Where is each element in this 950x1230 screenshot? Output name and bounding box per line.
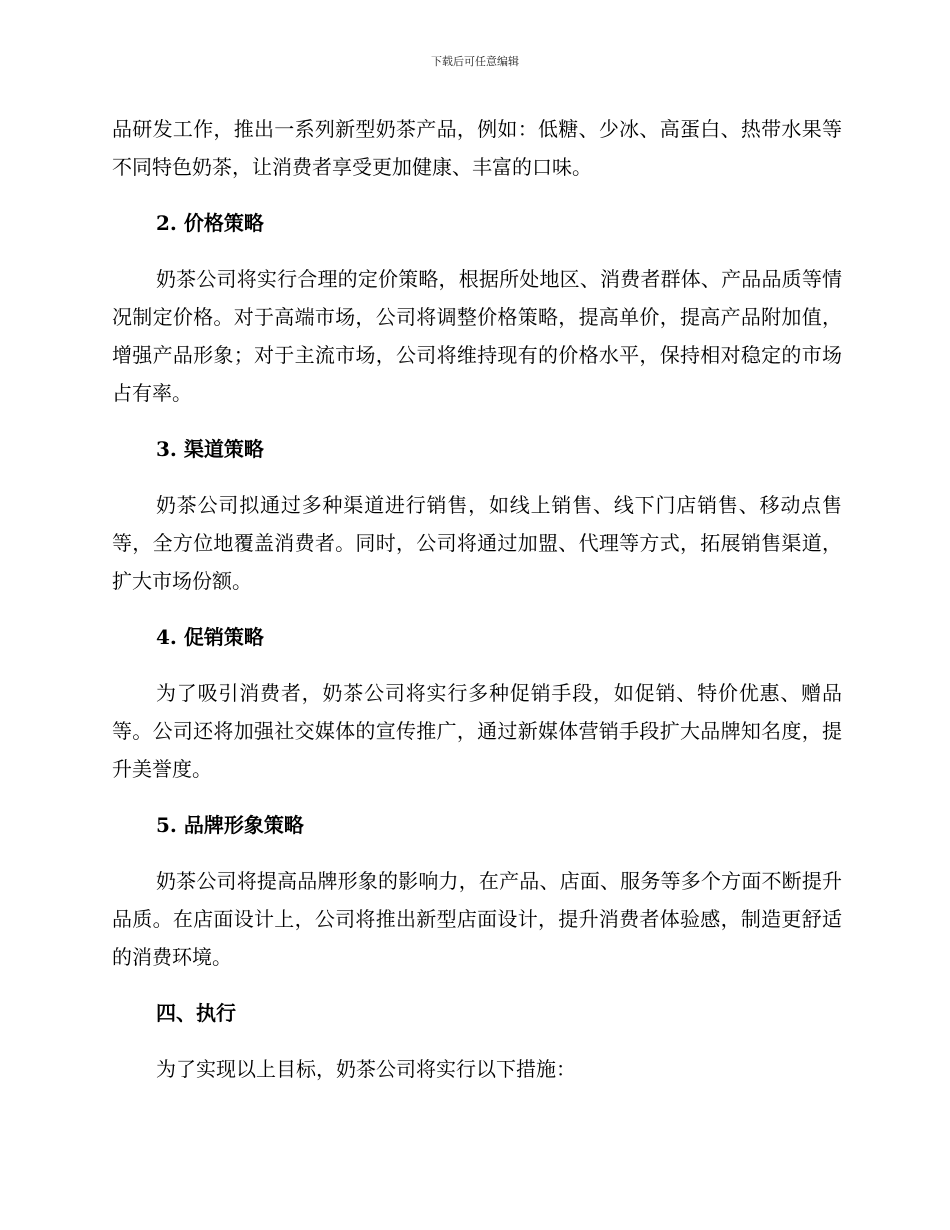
paragraph-pricing: 奶茶公司将实行合理的定价策略，根据所处地区、消费者群体、产品品质等情况制定价格。对于高端市场，公司将调整价格策略，提高单价，提高产品附加值，增强产品形象；对于主流市场，公司将维持现有的价格水平，保持相对稳定的市场占有率。: [112, 267, 842, 405]
paragraph-channel: 奶茶公司拟通过多种渠道进行销售，如线上销售、线下门店销售、移动点售等，全方位地覆盖消费者。同时，公司将通过加盟、代理等方式，拓展销售渠道，扩大市场份额。: [112, 493, 842, 593]
heading-pricing-strategy: 2. 价格策略: [156, 211, 264, 235]
paragraph-promotion: 为了吸引消费者，奶茶公司将实行多种促销手段，如促销、特价优惠、赠品等。公司还将加强社交媒体的宣传推广，通过新媒体营销手段扩大品牌知名度，提升美誉度。: [112, 681, 842, 781]
paragraph-brand: 奶茶公司将提高品牌形象的影响力，在产品、店面、服务等多个方面不断提升品质。在店面设计上，公司将推出新型店面设计，提升消费者体验感，制造更舒适的消费环境。: [112, 869, 842, 969]
heading-brand-strategy: 5. 品牌形象策略: [156, 813, 304, 837]
heading-channel-strategy: 3. 渠道策略: [156, 437, 264, 461]
paragraph-execution: 为了实现以上目标，奶茶公司将实行以下措施：: [156, 1057, 576, 1081]
page-header-note: 下载后可任意编辑: [431, 55, 519, 68]
paragraph-continued: 品研发工作，推出一系列新型奶茶产品，例如：低糖、少冰、高蛋白、热带水果等不同特色奶茶，让消费者享受更加健康、丰富的口味。: [112, 117, 842, 179]
document-body: [112, 110, 842, 1106]
heading-execution: 四、执行: [156, 1001, 236, 1025]
heading-promotion-strategy: 4. 促销策略: [156, 625, 264, 649]
